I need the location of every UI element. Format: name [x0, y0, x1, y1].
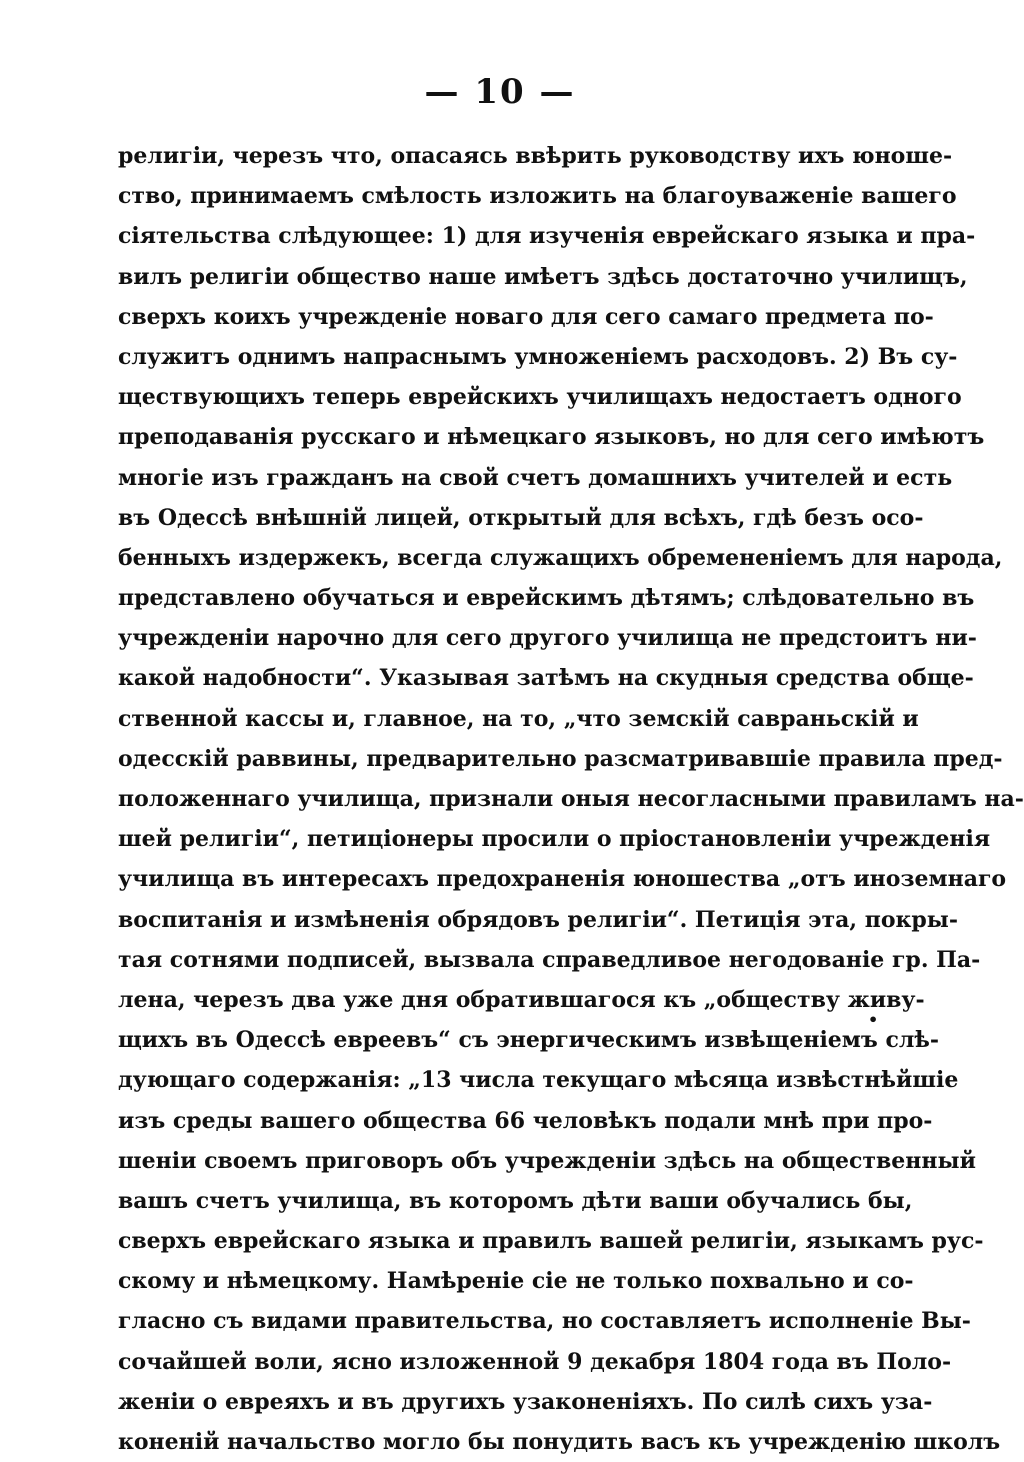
text-line: лена, черезъ два уже дня обратившагося къ „обществу живу- [118, 986, 925, 1013]
text-line: служитъ однимъ напраснымъ умноженіемъ расходовъ. 2) Въ су- [118, 343, 958, 370]
text-line: какой надобности“. Указывая затѣмъ на скудныя средства обще- [118, 665, 974, 692]
text-line: религіи, черезъ что, опасаясь ввѣрить руководству ихъ юноше- [118, 143, 953, 169]
text-line: учрежденіи нарочно для сего другого училища не предстоитъ ни- [118, 625, 977, 652]
text-line: ственной кассы и, главное, на то, „что земскій савраньскій и [118, 705, 919, 732]
text-line: гласно съ видами правительства, но составляетъ исполненіе Вы- [118, 1308, 971, 1335]
text-line: вилъ религіи общество наше имѣетъ здѣсь достаточно училищъ, [118, 263, 968, 290]
body-text [118, 136, 1024, 1462]
ink-speck: • [868, 1010, 879, 1029]
text-line: женіи о евреяхъ и въ другихъ узаконеніяхъ. По силѣ сихъ уза- [118, 1388, 933, 1415]
text-line: сверхъ еврейскаго языка и правилъ вашей религіи, языкамъ рус- [118, 1228, 984, 1255]
text-line: многіе изъ гражданъ на свой счетъ домашнихъ учителей и есть [118, 464, 953, 491]
text-line: коненій начальство могло бы понудить васъ къ учрежденію школъ [118, 1429, 1001, 1455]
text-line: въ Одессѣ внѣшній лицей, открытый для всѣхъ, гдѣ безъ осо- [118, 504, 924, 531]
page-number: — 10 — [424, 72, 576, 112]
text-line: щихъ въ Одессѣ евреевъ“ съ энергическимъ извѣщеніемъ слѣ- [118, 1027, 939, 1054]
text-line: тая сотнями подписей, вызвала справедливое негодованіе гр. Па- [118, 946, 981, 973]
text-line: сверхъ коихъ учрежденіе новаго для сего самаго предмета по- [118, 303, 934, 330]
text-line: положеннаго училища, признали оныя несогласными правиламъ на- [118, 786, 1024, 812]
text-line: преподаванія русскаго и нѣмецкаго языковъ, но для сего имѣютъ [118, 424, 985, 451]
text-line: бенныхъ издержекъ, всегда служащихъ обремененіемъ для народа, [118, 544, 1003, 571]
text-line: вашъ счетъ училища, въ которомъ дѣти ваши обучались бы, [118, 1187, 913, 1214]
text-line: сіятельства слѣдующее: 1) для изученія еврейскаго языка и пра- [118, 223, 976, 250]
text-line: шей религіи“, петиціонеры просили о пріостановленіи учрежденія [118, 826, 991, 853]
text-line: училища въ интересахъ предохраненія юношества „отъ иноземнаго [118, 866, 1007, 893]
text-line: дующаго содержанія: „13 числа текущаго мѣсяца извѣстнѣйшіе [118, 1067, 959, 1094]
text-line: ство, принимаемъ смѣлость изложить на благоуваженіе вашего [118, 183, 957, 210]
text-line: ществующихъ теперь еврейскихъ училищахъ недостаетъ одного [118, 384, 962, 411]
text-line: воспитанія и измѣненія обрядовъ религіи“. Петиція эта, покры- [118, 906, 958, 933]
text-line: изъ среды вашего общества 66 человѣкъ подали мнѣ при про- [118, 1107, 933, 1134]
text-line: сочайшей воли, ясно изложенной 9 декабря 1804 года въ Поло- [118, 1348, 952, 1375]
text-line: скому и нѣмецкому. Намѣреніе сіе не только похвально и со- [118, 1268, 914, 1295]
text-line: одесскій раввины, предварительно разсматривавшіе правила пред- [118, 745, 1003, 772]
text-line: представлено обучаться и еврейскимъ дѣтямъ; слѣдовательно въ [118, 585, 975, 612]
text-line: шеніи своемъ приговоръ объ учрежденіи здѣсь на общественный [118, 1147, 976, 1174]
